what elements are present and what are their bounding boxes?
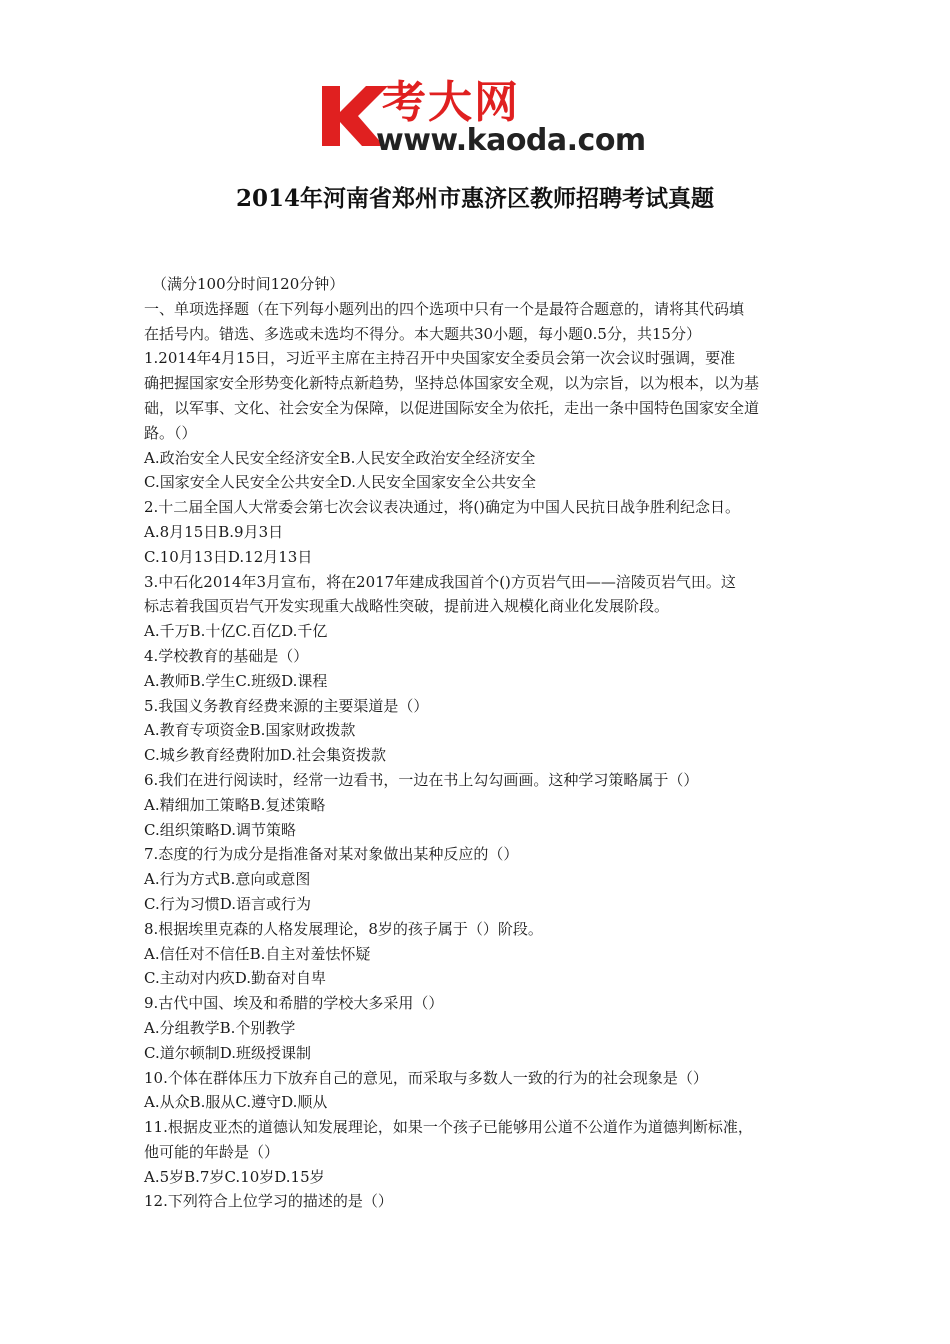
- page-title: 2014年河南省郑州市惠济区教师招聘考试真题: [235, 185, 714, 212]
- question-11-text: 他可能的年龄是（）: [144, 1142, 280, 1161]
- question-7-options: C.行为习惯D.语言或行为: [144, 894, 311, 913]
- question-8-options: A.信任对不信任B.自主对羞怯怀疑: [144, 944, 371, 963]
- question-1-text: 础，以军事、文化、社会安全为保障，以促进国际安全为依托，走出一条中国特色国家安全道: [144, 398, 760, 417]
- question-7-text: 7.态度的行为成分是指准备对某对象做出某种反应的（）: [144, 845, 519, 864]
- question-5-options: C.城乡教育经费附加D.社会集资拨款: [144, 746, 386, 765]
- logo-url-text: www.kaoda.com: [376, 123, 646, 158]
- question-1-text: 1.2014年4月15日，习近平主席在主持召开中央国家安全委员会第一次会议时强调，要准: [144, 349, 736, 368]
- question-2-options: C.10月13日D.12月13日: [144, 547, 313, 566]
- question-1-text: 确把握国家安全形势变化新特点新趋势，坚持总体国家安全观，以为宗旨，以为根本，以为基: [144, 374, 760, 393]
- question-9-options: C.道尔顿制D.班级授课制: [144, 1043, 311, 1062]
- question-1-text: 路。（）: [144, 423, 197, 442]
- question-3-options: A.千万B.十亿C.百亿D.千亿: [144, 622, 328, 641]
- question-6-options: A.精细加工策略B.复述策略: [144, 795, 326, 814]
- question-10-text: 10.个体在群体压力下放弃自己的意见，而采取与多数人一致的行为的社会现象是（）: [144, 1068, 708, 1087]
- section-heading: 一、单项选择题（在下列每小题列出的四个选项中只有一个是最符合题意的，请将其代码填: [144, 299, 745, 318]
- question-2-text: 2.十二届全国人大常委会第七次会议表决通过，将()确定为中国人民抗日战争胜利纪念日。: [144, 498, 741, 517]
- question-10-options: A.从众B.服从C.遵守D.顺从: [144, 1093, 328, 1112]
- question-12-text: 12.下列符合上位学习的描述的是（）: [144, 1192, 393, 1211]
- question-3-text: 标志着我国页岩气开发实现重大战略性突破，提前进入规模化商业化发展阶段。: [144, 597, 670, 616]
- question-6-text: 6.我们在进行阅读时，经常一边看书，一边在书上勾勾画画。这种学习策略属于（）: [144, 770, 699, 789]
- question-1-options: C.国家安全人民安全公共安全D.人民安全国家安全公共安全: [144, 473, 536, 492]
- question-2-options: A.8月15日B.9月3日: [144, 522, 284, 541]
- question-3-text: 3.中石化2014年3月宣布，将在2017年建成我国首个()方页岩气田——涪陵页岩气田。这: [144, 572, 736, 591]
- question-9-text: 9.古代中国、埃及和希腊的学校大多采用（）: [144, 994, 444, 1013]
- section-instructions: 在括号内。错选、多选或未选均不得分。本大题共30小题，每小题0.5分，共15分）: [144, 324, 702, 343]
- question-11-text: 11.根据皮亚杰的道德认知发展理论，如果一个孩子已能够用公道不公道作为道德判断标准，: [144, 1118, 753, 1137]
- question-5-text: 5.我国义务教育经费来源的主要渠道是（）: [144, 696, 429, 715]
- kaoda-logo: [318, 77, 646, 160]
- question-6-options: C.组织策略D.调节策略: [144, 820, 296, 839]
- exam-meta: （满分100分时间120分钟）: [152, 275, 345, 293]
- question-8-options: C.主动对内疚D.勤奋对自卑: [144, 969, 326, 988]
- exam-body: [144, 272, 814, 1214]
- question-11-options: A.5岁B.7岁C.10岁D.15岁: [144, 1167, 325, 1186]
- question-8-text: 8.根据埃里克森的人格发展理论，8岁的孩子属于（）阶段。: [144, 919, 543, 938]
- question-5-options: A.教育专项资金B.国家财政拨款: [144, 721, 356, 740]
- question-4-text: 4.学校教育的基础是（）: [144, 646, 309, 665]
- question-7-options: A.行为方式B.意向或意图: [144, 870, 311, 889]
- question-1-options: A.政治安全人民安全经济安全B.人民安全政治安全经济安全: [144, 448, 536, 467]
- logo-brand-text: 考大网: [382, 77, 520, 128]
- question-9-options: A.分组教学B.个别教学: [144, 1018, 296, 1037]
- question-4-options: A.教师B.学生C.班级D.课程: [144, 671, 328, 690]
